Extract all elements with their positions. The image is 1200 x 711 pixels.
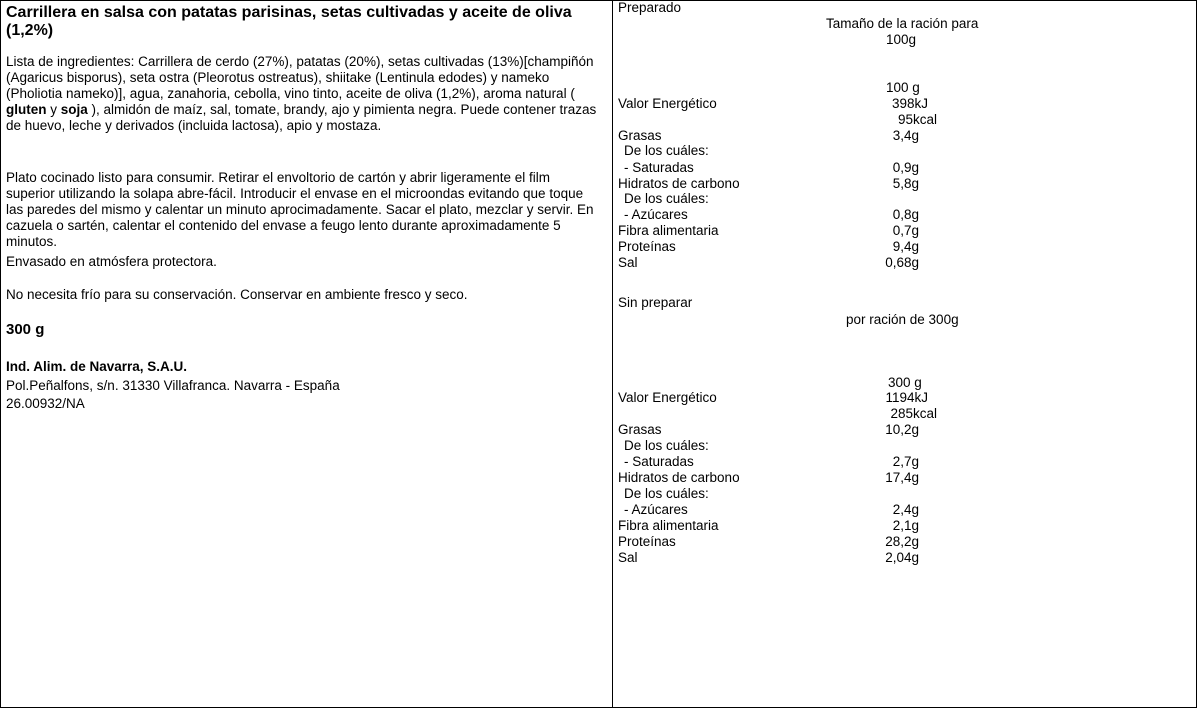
unprepared-protein-label: Proteínas bbox=[618, 534, 676, 549]
ingredients-text-end: ), almidón de maíz, sal, tomate, brandy, ajo y pimienta negra. Puede contener trazas de huevo, leche y derivados (incluida lactosa), apio y mostaza. bbox=[6, 102, 597, 133]
ingredients-list bbox=[6, 54, 598, 134]
company-name: Ind. Alim. de Navarra, S.A.U. bbox=[6, 359, 188, 374]
prepared-fat-value: 3,4g bbox=[892, 128, 919, 143]
prepared-energy-label: Valor Energético bbox=[618, 96, 717, 111]
prepared-heading: Preparado bbox=[618, 0, 682, 15]
prepared-salt-label: Sal bbox=[618, 255, 638, 270]
unprepared-sugars-label: - Azúcares bbox=[624, 502, 688, 517]
prepared-protein-value: 9,4g bbox=[892, 239, 919, 254]
prepared-sugars-value: 0,8g bbox=[892, 207, 919, 222]
prepared-protein-label: Proteínas bbox=[618, 239, 676, 254]
unprepared-fat-label: Grasas bbox=[618, 422, 662, 437]
unprepared-saturated-value: 2,7g bbox=[892, 454, 919, 469]
allergen-gluten: gluten bbox=[6, 102, 47, 117]
packaging-note: Envasado en atmósfera protectora. bbox=[6, 254, 217, 269]
prepared-energy-kcal: 95kcal bbox=[897, 112, 937, 127]
unprepared-heading: Sin preparar bbox=[618, 295, 693, 310]
unprepared-of-which-1: De los cuáles: bbox=[624, 438, 709, 453]
prepared-carbs-label: Hidratos de carbono bbox=[618, 176, 740, 191]
storage-note: No necesita frío para su conservación. Conservar en ambiente fresco y seco. bbox=[6, 287, 468, 302]
unprepared-protein-value: 28,2g bbox=[885, 534, 919, 549]
unprepared-energy-kcal: 285kcal bbox=[890, 406, 937, 421]
unprepared-column-header: 300 g bbox=[888, 375, 922, 390]
unprepared-fiber-label: Fibra alimentaria bbox=[618, 518, 719, 533]
prepared-saturated-label: - Saturadas bbox=[624, 160, 694, 175]
prepared-serving-line2: 100g bbox=[886, 32, 917, 47]
unprepared-carbs-value: 17,4g bbox=[885, 470, 919, 485]
prepared-sugars-label: - Azúcares bbox=[624, 207, 688, 222]
prepared-fiber-value: 0,7g bbox=[892, 223, 919, 238]
unprepared-sugars-value: 2,4g bbox=[892, 502, 919, 517]
prepared-fat-label: Grasas bbox=[618, 128, 662, 143]
prepared-saturated-value: 0,9g bbox=[892, 160, 919, 175]
unprepared-salt-label: Sal bbox=[618, 550, 638, 565]
ingredients-conj: y bbox=[46, 102, 61, 117]
prepared-salt-value: 0,68g bbox=[885, 255, 919, 270]
unprepared-energy-kj: 1194kJ bbox=[885, 390, 928, 405]
prepared-serving-line1: Tamaño de la ración para bbox=[826, 16, 979, 31]
unprepared-energy-label: Valor Energético bbox=[618, 390, 717, 405]
product-title: Carrillera en salsa con patatas parisinas, setas cultivadas y aceite de oliva (1,2%) bbox=[6, 4, 572, 39]
preparation-instructions: Plato cocinado listo para consumir. Retirar el envoltorio de cartón y abrir ligeramente el film superior utilizando la solapa abre-fácil. Introducir el envase en el microondas evitando que toque las paredes del mismo y calentar un minuto aprocimadamente. Sacar el plato, mezclar y servir. En cazuela o sartén, calentar el contenido del envase a feugo lento durante aproximadamente 5 minutos. bbox=[6, 170, 594, 249]
prepared-carbs-value: 5,8g bbox=[892, 176, 919, 191]
unprepared-fiber-value: 2,1g bbox=[892, 518, 919, 533]
registry-number: 26.00932/NA bbox=[6, 396, 85, 411]
prepared-of-which-1: De los cuáles: bbox=[624, 143, 709, 158]
prepared-column-header: 100 g bbox=[886, 80, 920, 95]
unprepared-of-which-2: De los cuáles: bbox=[624, 486, 709, 501]
column-divider bbox=[612, 0, 613, 708]
unprepared-serving-line: por ración de 300g bbox=[846, 312, 959, 327]
ingredients-text: Lista de ingredientes: Carrillera de cerdo (27%), patatas (20%), setas cultivadas (13%)[champiñón (Agaricus bisporus), seta ostra (Pleorotus ostreatus), shiitake (Lentinula edodes) y nameko (Pholiotia nameko)], agua, zanahoria, cebolla, vino tinto, aceite de oliva (1,2%), aroma natural ( bbox=[6, 54, 594, 101]
prepared-energy-kj: 398kJ bbox=[891, 96, 928, 111]
net-weight: 300 g bbox=[6, 321, 45, 338]
unprepared-saturated-label: - Saturadas bbox=[624, 454, 694, 469]
unprepared-fat-value: 10,2g bbox=[885, 422, 919, 437]
company-address: Pol.Peñalfons, s/n. 31330 Villafranca. Navarra - España bbox=[6, 378, 340, 393]
unprepared-carbs-label: Hidratos de carbono bbox=[618, 470, 740, 485]
prepared-of-which-2: De los cuáles: bbox=[624, 191, 709, 206]
unprepared-salt-value: 2,04g bbox=[885, 550, 919, 565]
allergen-soja: soja bbox=[60, 102, 88, 117]
prepared-fiber-label: Fibra alimentaria bbox=[618, 223, 719, 238]
